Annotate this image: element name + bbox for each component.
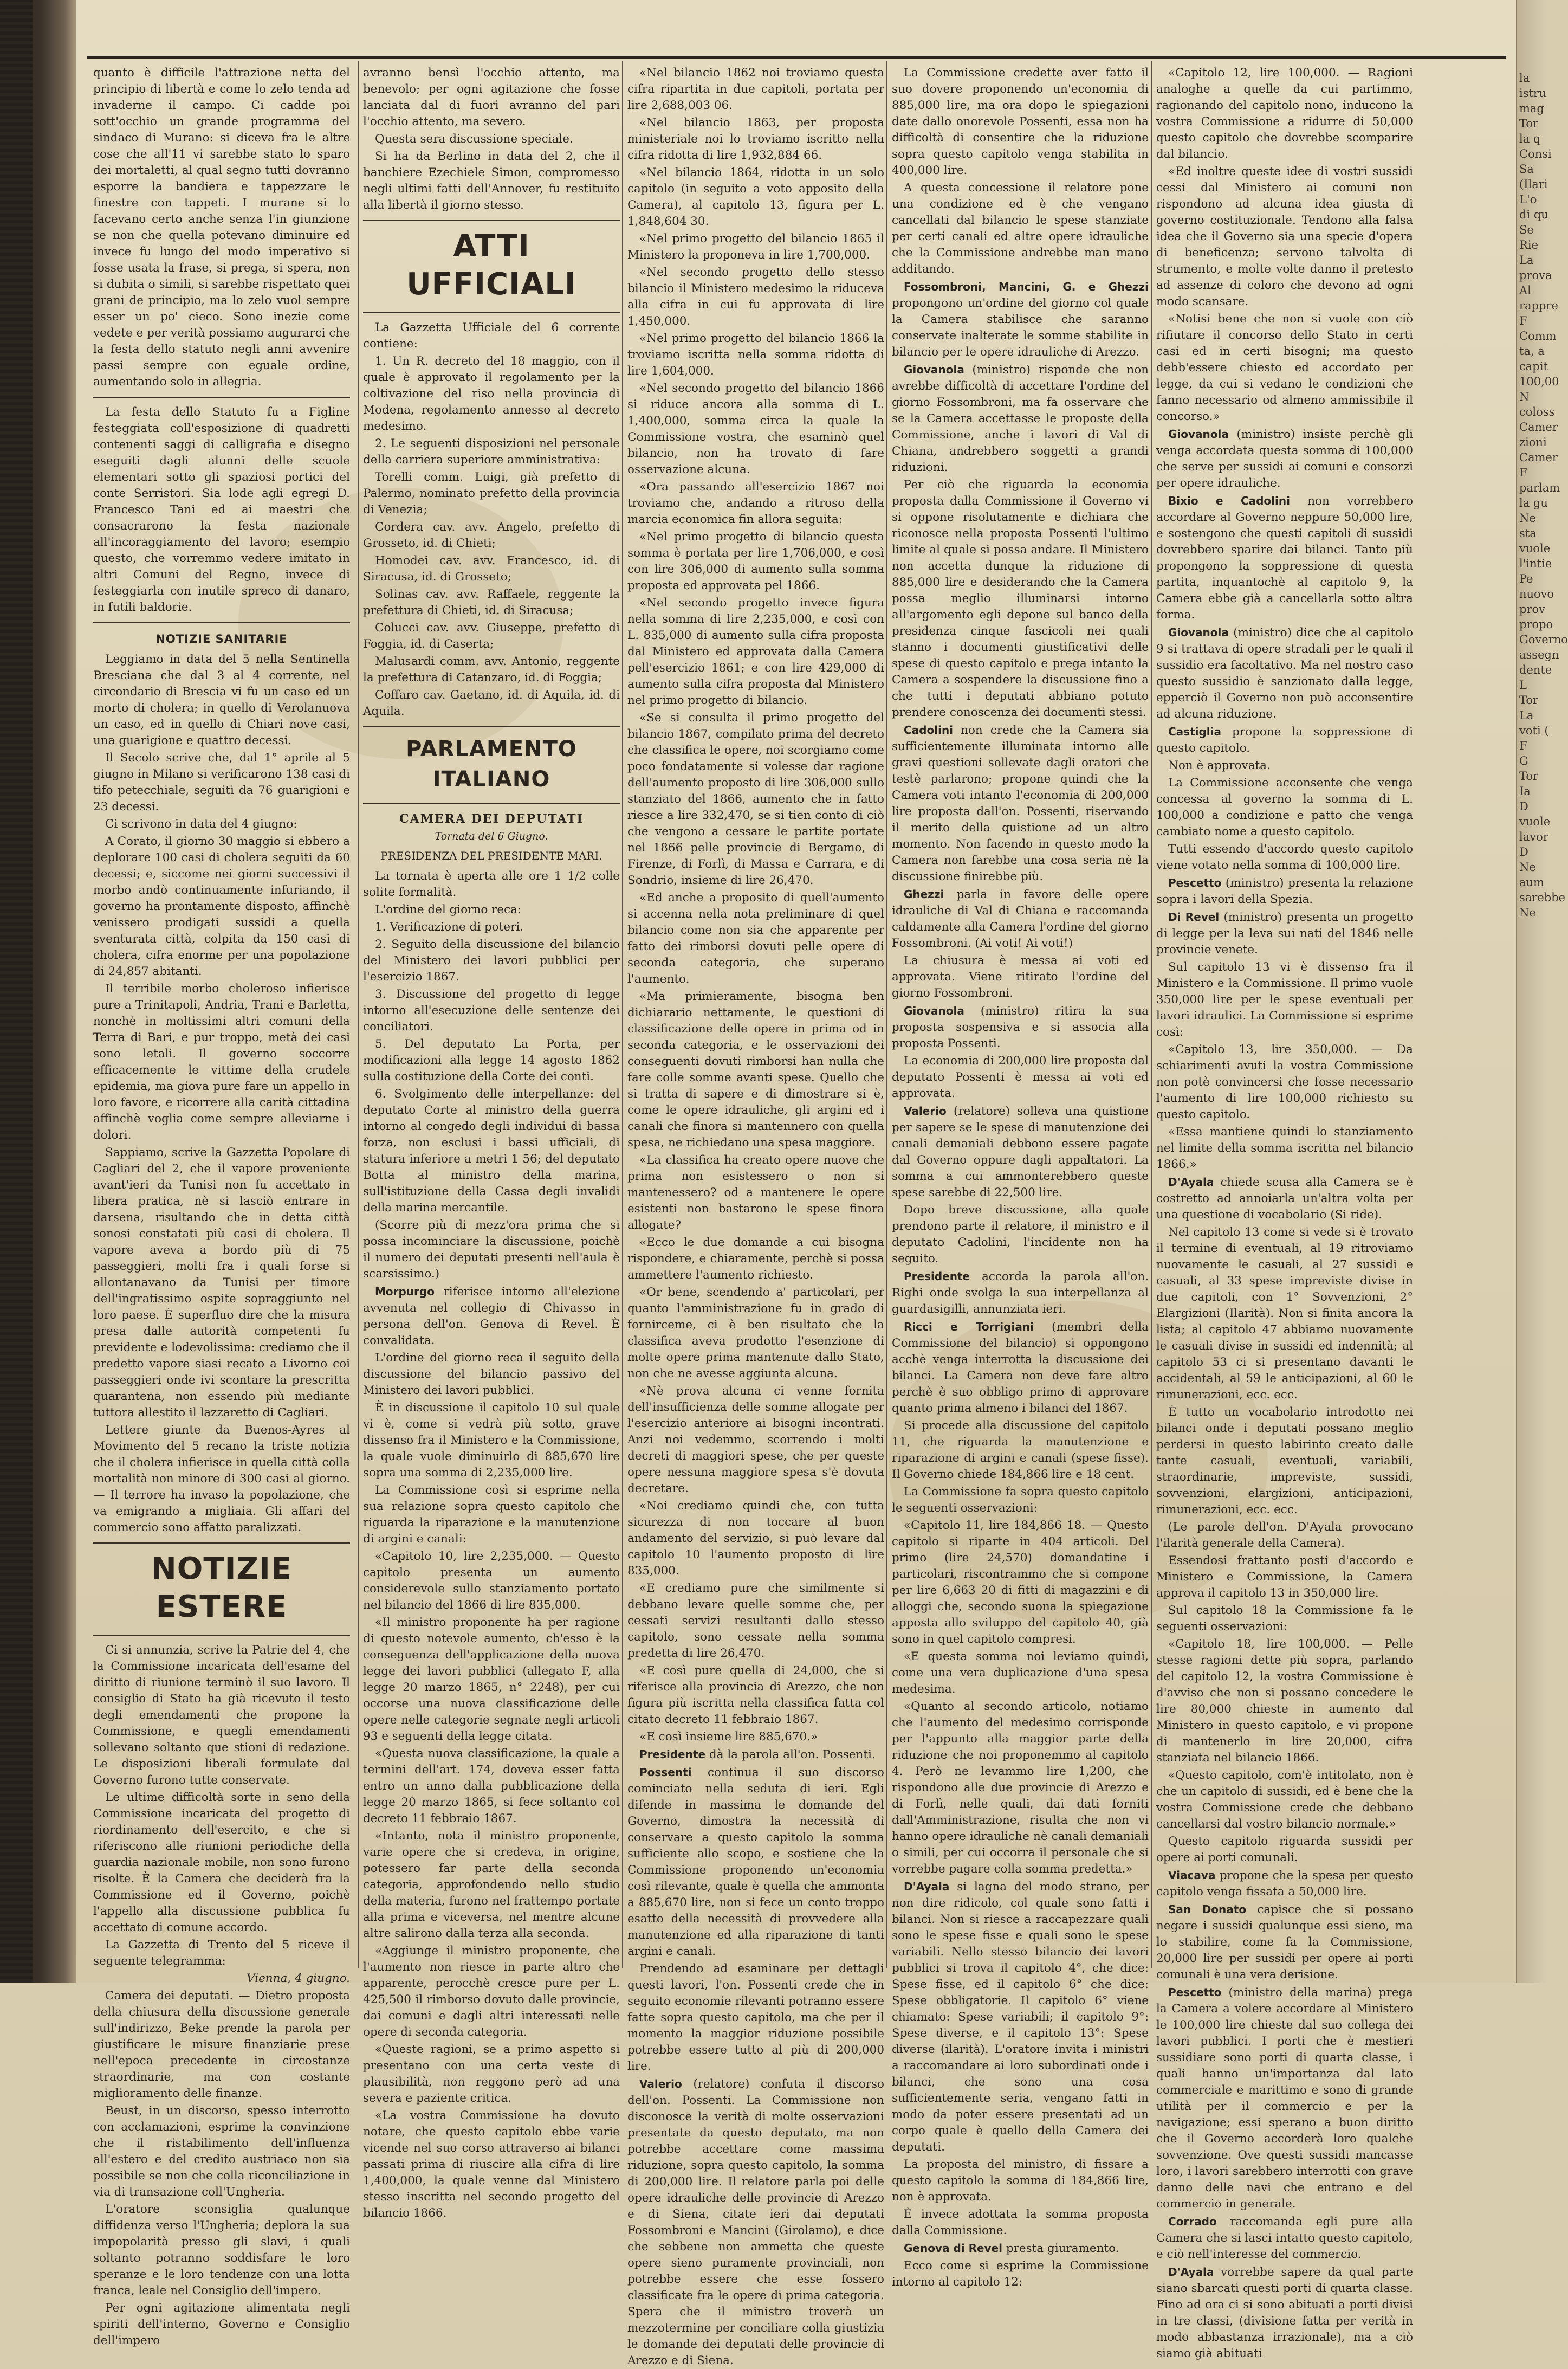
- article-paragraph: (Scorre più di mezz'ora prima che si possa incominciare la discussione, poichè il numero dei deputati presenti nell'aula è scarsissimo.): [363, 1218, 620, 1281]
- speech-text: parla in favore delle opere idrauliche di Val di Chiana e raccomanda caldamente alla Camera l'ordine del giorno Fossombroni. (Ai voti! Ai voti!): [892, 888, 1149, 950]
- session-date: Tornata del 6 Giugno.: [435, 830, 548, 842]
- speaker-name: Giovanola: [1168, 626, 1229, 639]
- section-divider: [363, 312, 620, 313]
- speech-text: raccomanda egli pure alla Camera che si lasci intatto questo capitolo, e ciò nell'interesse del commercio.: [1156, 2215, 1413, 2261]
- article-paragraph: [892, 1003, 1149, 1052]
- adjacent-page-fragment: Ne: [1519, 861, 1536, 874]
- article-paragraph: Si procede alla discussione del capitolo 11, che riguarda la manutenzione e riparazione di argini e canali (spese fisse). Il Governo chiede 184,866 lire e 18 cent.: [892, 1419, 1149, 1481]
- speech-text: (ministro) presenta la relazione sopra i lavori della Spezia.: [1156, 876, 1413, 906]
- adjacent-page-fragment: Ne: [1519, 906, 1536, 919]
- adjacent-page-fragment: lavor: [1519, 830, 1548, 843]
- adjacent-page-fragment: zioni: [1519, 436, 1547, 449]
- article-paragraph: «Ora passando all'esercizio 1867 noi troviamo che, andando a ritroso della marcia economica fin allora seguita:: [627, 480, 884, 526]
- article-paragraph: La chiusura è messa ai voti ed approvata. Viene ritirato l'ordine del giorno Fossombroni.: [892, 954, 1149, 1000]
- section-divider: [93, 1635, 350, 1636]
- adjacent-page-fragment: D: [1519, 800, 1528, 813]
- adjacent-page-edge: [1516, 0, 1568, 1983]
- article-paragraph: Colucci cav. avv. Giuseppe, prefetto di Foggia, id. di Caserta;: [363, 621, 620, 651]
- adjacent-page-fragment: dente: [1519, 663, 1552, 676]
- article-paragraph: [1156, 493, 1413, 623]
- article-paragraph: La Commissione acconsente che venga concessa al governo la somma di L. 100,000 a condizione e patto che venga cambiato nome a questo capitolo.: [1156, 776, 1413, 838]
- article-paragraph: «Or bene, scendendo a' particolari, per quanto l'amministrazione fu in grado di fornirceme, ci è ben risultato che la classifica aveva prodotto l'esenzione di molte opere prima mantenute dallo Stato, non che ne avesse aggiunta alcuna.: [627, 1286, 884, 1380]
- adjacent-page-fragment: voti (: [1519, 724, 1549, 737]
- article-paragraph: «Ed inoltre queste idee di vostri sussidi cessi dal Ministero ai comuni non rispondono ad alcuna idea giusta di governo costituzionale. Tendono alla falsa idea che il Governo sia una specie d'opera di beneficenza; servono talvolta di strumento, e molte volte danno il pretesto ad assenze di coloro che devono ad ogni modo scansare.: [1156, 165, 1413, 308]
- adjacent-page-fragment: la q: [1519, 132, 1541, 145]
- speech-text: chiede scusa alla Camera se è costretto ad annoiarla un'altra volta per una questione di vocabolario (Si ride).: [1156, 1176, 1413, 1222]
- speaker-name: Giovanola: [904, 363, 964, 376]
- article-paragraph: [1156, 2213, 1413, 2263]
- article-paragraph: Cordera cav. avv. Angelo, prefetto di Grosseto, id. di Chieti;: [363, 520, 620, 550]
- article-paragraph: Beust, in un discorso, spesso interrotto con acclamazioni, esprime la convinzione che il ristabilimento dell'influenza all'estero e del credito austriaco non sia possibile se non che colla riconciliazione in via di transazione coll'Ungheria.: [93, 2104, 350, 2199]
- article-paragraph: «Questa nuova classificazione, la quale a termini dell'art. 174, doveva esser fatta entro un anno dalla pubblicazione della legge 20 marzo 1865, si fece soltanto col decreto 11 febbraio 1867.: [363, 1747, 620, 1825]
- article-paragraph: Camera dei deputati. — Dietro proposta della chiusura della discussione generale sull'indirizzo, Beke prende la parola per giustificare le misure finanziarie prese nell'epoca precedente in circostanze straordinarie, ma con costante miglioramento delle finanze.: [93, 1989, 350, 2100]
- adjacent-page-fragment: (Ilari: [1519, 178, 1548, 191]
- speaker-name: Possenti: [639, 1766, 692, 1779]
- article-paragraph: «Il ministro proponente ha per ragione di questo notevole aumento, ch'esso è la conseguenza dell'applicazione della nuova legge dei lavori pubblici (allegato F, alla legge 20 marzo 1865, n° 2248), per cui occorse una nuova classificazione delle opere nelle categorie segnate negli articoli 93 e seguenti della legge citata.: [363, 1616, 620, 1743]
- adjacent-page-fragment: di qu: [1519, 208, 1548, 221]
- article-paragraph: «Se si consulta il primo progetto del bilancio 1867, compilato prima del decreto che classifica le opere, noi scorgiamo come poco fondatamente si volesse dar ragione dell'aumento proposto di lire 306,000 sullo stanziato del 1866, aumento che in fatto riesce a lire 332,470, se si tien conto di ciò che vengono a cessare le partite portate nel 1866 pelle provincie di Bergamo, di Firenze, di Forlì, di Massa e Carrara, e di Sondrio, insieme di lire 26,470.: [627, 711, 884, 887]
- speaker-name: Fossombroni, Mancini, G. e Ghezzi: [904, 280, 1149, 293]
- speaker-name: Morpurgo: [375, 1285, 435, 1298]
- article-paragraph: Questo capitolo riguarda sussidi per opere ai porti comunali.: [1156, 1835, 1413, 1864]
- adjacent-page-fragment: capit: [1519, 360, 1548, 373]
- adjacent-page-fragment: Tor: [1519, 770, 1539, 783]
- article-paragraph: «E crediamo pure che similmente si debbano levare quelle somme che, per cessati servizi resultanti dallo stesso capitolo, sono cessate nella somma predetta di lire 26,470.: [627, 1582, 884, 1660]
- speaker-name: Valerio: [639, 2077, 682, 2090]
- speech-text: propongono un'ordine del giorno col quale la Camera stabilisce che saranno conservate inalterate le somme stabilite in bilancio per le opere idrauliche di Arezzo.: [892, 296, 1149, 359]
- speaker-name: Ricci e Torrigiani: [904, 1320, 1034, 1333]
- article-paragraph: «La classifica ha creato opere nuove che prima non esistessero o non si mantenessero? od a mantenere le opere esistenti non bastarono le spese finora allogate?: [627, 1153, 884, 1232]
- speech-text: propone che la spesa per questo capitolo venga fissata a 50,000 lire.: [1156, 1869, 1413, 1899]
- column-rule: [622, 61, 623, 1968]
- adjacent-page-fragment: prov: [1519, 603, 1545, 616]
- article-paragraph: La tornata è aperta alle ore 1 1/2 colle solite formalità.: [363, 869, 620, 899]
- speaker-name: D'Ayala: [1168, 1176, 1214, 1189]
- speaker-name: Valerio: [904, 1105, 947, 1118]
- article-paragraph: «Nel primo progetto del bilancio 1865 il Ministero la proponeva in lire 1,700,000.: [627, 232, 884, 262]
- article-paragraph: La Gazzetta Ufficiale del 6 corrente contiene:: [363, 321, 620, 351]
- section-divider: [93, 397, 350, 398]
- article-paragraph: L'ordine del giorno reca il seguito della discussione del bilancio passivo del Ministero dei lavori pubblici.: [363, 1351, 620, 1397]
- speaker-name: Di Revel: [1168, 911, 1220, 924]
- article-paragraph: 6. Svolgimento delle interpellanze: del deputato Corte al ministro della guerra intorno al congedo degli individui di bassa forza, non esclusi i bassi ufficiali, di statura inferiore a metri 1 56; del deputato Botta al ministro della marina, sull'istituzione della Cassa degli invalidi della marina mercantile.: [363, 1087, 620, 1215]
- column-rule: [358, 61, 359, 1968]
- article-paragraph: [892, 362, 1149, 476]
- article-paragraph: Coffaro cav. Gaetano, id. di Aquila, id. di Aquila.: [363, 688, 620, 718]
- adjacent-page-fragment: Camer: [1519, 451, 1558, 464]
- article-paragraph: Il Secolo scrive che, dal 1° aprile al 5 giugno in Milano si verificarono 138 casi di tifo petecchiale, seguiti da 76 guarigioni e 23 decessi.: [93, 751, 350, 814]
- adjacent-page-fragment: Tor: [1519, 117, 1539, 130]
- speech-text: accorda la parola all'on. Righi onde svolga la sua interpellanza al guardasigilli, annunziata ieri.: [892, 1270, 1149, 1316]
- speech-text: (ministro) risponde che non avrebbe difficoltà di accettare l'ordine del giorno Fossombroni, ma fa osservare che se la Camera accettasse le proposte della Commissione, anche i lavori di Val di Chiana, andrebbero soggetti a grandi riduzioni.: [892, 363, 1149, 474]
- article-paragraph: «Nel bilancio 1863, per proposta ministeriale noi lo troviamo iscritto nella cifra ridotta di lire 1,932,884 66.: [627, 116, 884, 162]
- adjacent-page-fragment: sarebbe: [1519, 891, 1566, 904]
- article-paragraph: «Nel bilancio 1862 noi troviamo questa cifra ripartita in due capitoli, portata per lire 2,688,003 06.: [627, 66, 884, 112]
- article-paragraph: Il terribile morbo choleroso infierisce pure a Trinitapoli, Andria, Trani e Barletta, nonchè in moltissimi altri comuni della Terra di Bari, e pur troppo, metà dei casi sono letali. Il governo soccorre efficacemente le vittime della crudele epidemia, ma giova pure fare un appello in loro favore, e ricorrere alla carità cittadina affinchè voglia come sempre alleviarne i dolori.: [93, 982, 350, 1142]
- article-paragraph: «Capitolo 18, lire 100,000. — Pelle stesse ragioni dette più sopra, parlando del capitolo 12, la vostra Commissione è d'avviso che non si possano concedere le lire 80,000 chieste in aumento dal Ministero in questo capitolo, e vi propone di mantenerlo in lire 20,000, cifra stanziata nel bilancio 1866.: [1156, 1637, 1413, 1765]
- adjacent-page-fragment: aum: [1519, 876, 1544, 889]
- article-paragraph: La Commissione credette aver fatto il suo dovere proponendo un'economia di 885,000 lire, ma ora dopo le spiegazioni date dallo onorevole Possenti, essa non ha difficoltà di consentire che la riduzione sopra questo capitolo venga stabilita in 400,000 lire.: [892, 66, 1149, 177]
- article-paragraph: [1156, 909, 1413, 958]
- article-paragraph: Solinas cav. avv. Raffaele, reggente la prefettura di Chieti, id. di Siracusa;: [363, 588, 620, 617]
- adjacent-page-fragment: ta, a: [1519, 345, 1545, 358]
- article-paragraph: [892, 1879, 1149, 2155]
- adjacent-page-fragment: vuole: [1519, 542, 1551, 555]
- speaker-name: Giovanola: [904, 1004, 964, 1017]
- article-paragraph: «E questa somma noi leviamo quindi, come una vera duplicazione d'una spesa medesima.: [892, 1650, 1149, 1696]
- article-paragraph: «Nel secondo progetto dello stesso bilancio il Ministero medesimo la riduceva alla cifra in cui fu approvata di lire 1,450,000.: [627, 266, 884, 328]
- article-paragraph: [892, 722, 1149, 885]
- article-paragraph: [1156, 875, 1413, 908]
- article-paragraph: È invece adottata la somma proposta dalla Commissione.: [892, 2207, 1149, 2237]
- speech-text: (relatore) solleva una quistione per sapere se le spese di manutenzione dei canali demaniali debbono essere pagate dal Governo oppure dagli appaltatori. La somma a cui ammonterebbero queste spese sarebbe di 22,500 lire.: [892, 1105, 1149, 1199]
- adjacent-page-fragment: Tor: [1519, 694, 1539, 707]
- article-paragraph: [892, 1268, 1149, 1318]
- adjacent-page-fragment: rappre: [1519, 299, 1558, 312]
- section-divider: [93, 622, 350, 623]
- article-paragraph: avranno bensì l'occhio attento, ma benevolo; per ogni agitazione che fosse lanciata dal di fuori avranno del pari l'occhio attento, ma severo.: [363, 66, 620, 128]
- article-paragraph: [892, 886, 1149, 952]
- article-paragraph: «Ed anche a proposito di quell'aumento si accenna nella nota preliminare di quel bilancio come non sia che apparente per fatto dei rimborsi dovuti pelle opere di seconda categoria, che superano l'aumento.: [627, 891, 884, 986]
- section-divider: [363, 726, 620, 727]
- adjacent-page-fragment: sta: [1519, 527, 1537, 540]
- speech-text: (ministro) insiste perchè gli venga accordata questa somma di 100,000 che serve per sussidi ai comuni e consorzi per opere idrauliche.: [1156, 428, 1413, 490]
- adjacent-page-fragment: Governo: [1519, 633, 1568, 646]
- article-paragraph: «Notisi bene che non si vuole con ciò rifiutare il concorso dello Stato in certi casi ed in certi bisogni; ma questo debb'essere chiesto ed accordato per legge, da cui si vedano le condizioni che fanno necessario od almeno ammissibile il concorso.»: [1156, 312, 1413, 423]
- chamber-heading: CAMERA DEI DEPUTATI: [399, 812, 584, 826]
- article-paragraph: Malusardi comm. avv. Antonio, reggente la prefettura di Catanzaro, id. di Foggia;: [363, 655, 620, 685]
- article-paragraph: «Ecco le due domande a cui bisogna rispondere, e chiaramente, perchè si possa ammettere l'aumento richiesto.: [627, 1236, 884, 1282]
- speaker-name: Viacava: [1168, 1869, 1216, 1882]
- section-divider: [363, 803, 620, 804]
- article-paragraph: Prendendo ad esaminare per dettagli questi lavori, l'on. Possenti crede che in seguito economie rilevanti potranno essere fatte sopra questo capitolo, ma che per il momento la maggior riduzione possibile potrebbe essere tutto al più di 200,000 lire.: [627, 1962, 884, 2073]
- section-divider: [363, 220, 620, 221]
- adjacent-page-fragment: Ne: [1519, 512, 1536, 525]
- adjacent-page-fragment: parlam: [1519, 481, 1560, 494]
- speaker-name: D'Ayala: [1168, 2265, 1214, 2278]
- article-paragraph: Ecco come si esprime la Commissione intorno al capitolo 12:: [892, 2259, 1149, 2289]
- article-paragraph: La economia di 200,000 lire proposta dal deputato Possenti è messa ai voti ed approvata.: [892, 1054, 1149, 1100]
- speaker-name: Bixio e Cadolini: [1168, 494, 1290, 507]
- speaker-name: Pescetto: [1168, 1986, 1222, 1999]
- column-rule: [1151, 61, 1152, 1968]
- adjacent-page-fragment: istru: [1519, 87, 1546, 100]
- article-paragraph: 2. Seguito della discussione del bilancio del Ministero dei lavori pubblici per l'esercizio 1867.: [363, 938, 620, 984]
- speech-text: capisce che si possano negare i sussidi qualunque essi sieno, ma lo stabilire, come fa la Commissione, 20,000 lire per sussidi per opere ai porti comunali è una vera derisione.: [1156, 1903, 1413, 1981]
- article-paragraph: La Gazzetta di Trento del 5 riceve il seguente telegramma:: [93, 1938, 350, 1968]
- adjacent-page-fragment: N: [1519, 390, 1530, 403]
- article-paragraph: È in discussione il capitolo 10 sul quale vi è, come si vedrà più sotto, grave dissenso fra il Ministero e la Commissione, la quale vuole diminuirlo di 885,670 lire sopra una somma di 2,235,000 lire.: [363, 1401, 620, 1480]
- adjacent-page-fragment: nuovo: [1519, 588, 1554, 601]
- adjacent-page-fragment: vuole: [1519, 815, 1551, 828]
- article-paragraph: Ci si annunzia, scrive la Patrie del 4, che la Commissione incaricata dell'esame del diritto di riunione terminò il suo lavoro. Il consiglio di Stato ha già ricevuto il testo degli emendamenti che propone la Commissione, e quegli emendamenti sollevano soltanto que stioni di redazione. Le disposizioni liberali formulate dal Governo furono tutte conservate.: [93, 1643, 350, 1787]
- article-paragraph: «Nel primo progetto del bilancio 1866 la troviamo iscritta nella somma ridotta di lire 1,604,000.: [627, 332, 884, 378]
- article-paragraph: «Aggiunge il ministro proponente, che l'aumento non riesce in parte altro che apparente, perocchè cresce pure per L. 425,500 il rimborso dovuto dalle provincie, dai comuni e dagli altri interessati nelle opere di seconda categoria.: [363, 1944, 620, 2039]
- article-paragraph: A Corato, il giorno 30 maggio si ebbero a deplorare 100 casi di cholera seguiti da 60 decessi; e, siccome nei giorni successivi il morbo andò continuamente infuriando, il governo ha prontamente disposto, affinchè venissero prodigati sussidi a quella sventurata città, colpita da 150 casi di cholera, cifra enorme per una popolazione di 24,857 abitanti.: [93, 835, 350, 978]
- article-paragraph: [627, 2076, 884, 2369]
- article-paragraph: Tutti essendo d'accordo questo capitolo viene votato nella somma di 100,000 lire.: [1156, 842, 1413, 872]
- adjacent-page-fragment: Pe: [1519, 572, 1533, 585]
- article-paragraph: È tutto un vocabolario introdotto nei bilanci onde i deputati possano meglio perdersi in questo labirinto creato dalle tante casuali, eventuali, variabili, straordinarie, impreviste, sussidi, sovvenzioni, elargizioni, anticipazioni, rimunerazioni, ecc. ecc.: [1156, 1405, 1413, 1516]
- speaker-name: Castiglia: [1168, 725, 1222, 738]
- section-divider: [93, 1542, 350, 1544]
- article-paragraph: quanto è difficile l'attrazione netta del principio di libertà e come lo zelo tenda ad invaderne il campo. Ci cadde poi sott'occhio un grande programma del sindaco di Murano: si diceva fra le altre cose che all'11 vi sarebbe stato lo sparo dei mortaletti, al qual segno tutti dovranno esporre la bandiera e tappezzare le finestre con tappeti. I murane si lo facevano certo anche senza l'in giunzione se non che quella potevano diminuire ed invece fu lungo del modo imperativo si fosse usata la frase, si prega, si spera, non si dubita o simili, si sarebbe rispettato quei grani de principio, ma lo zelo vuol sempre esser un po' cieco. Sono inezie come vedete e per verità possiamo augurarci che la festa dello statuto negli anni avvenire passi sempre con eguale ordine, aumentando solo in allegria.: [93, 66, 350, 389]
- article-paragraph: «Nel secondo progetto invece figura nella somma di lire 2,235,000, e così con L. 835,000 di aumento sulla cifra proposta dal Ministero ed approvata dalla Camera pell'esercizio 1861; e con lire 429,000 di aumento sulla cifra proposta dal Ministero nel primo progetto di bilancio.: [627, 596, 884, 707]
- speech-text: vorrebbe sapere da qual parte siano sbarcati questi porti di quarta classe. Fino ad ora ci si sono abituati a porti divisi in tre classi, (divisione fatta per verità in modo abbastanza irrazionale), ma a ciò siamo già abituati: [1156, 2265, 1413, 2360]
- speech-text: (ministro) ritira la sua proposta sospensiva e si associa alla proposta Possenti.: [892, 1004, 1149, 1050]
- article-paragraph: Le ultime difficoltà sorte in seno della Commissione incaricata del progetto di riordinamento dell'esercito, e che si riferiscono alle riunioni periodiche della guardia nazionale mobile, non sono furono risolte. È la Camera che deciderà fra la Commissione ed il Governo, poichè l'appello alla discussione pubblica fu accettato di comune accordo.: [93, 1791, 350, 1934]
- article-paragraph: «Questo capitolo, com'è intitolato, non è che un capitolo di sussidi, ed è bene che la vostra Commissione crede che debbano cancellarsi dal vostro bilancio normale.»: [1156, 1768, 1413, 1831]
- article-paragraph: L'ordine del giorno reca:: [375, 903, 522, 916]
- speaker-name: San Donato: [1168, 1903, 1247, 1916]
- article-paragraph: 5. Del deputato La Porta, per modificazioni alla legge 14 agosto 1862 sulla costituzione della Corte dei conti.: [363, 1037, 620, 1083]
- adjacent-page-fragment: coloss: [1519, 405, 1555, 418]
- adjacent-page-fragment: La: [1519, 254, 1534, 267]
- article-paragraph: Torelli comm. Luigi, già prefetto di Palermo, nominato prefetto della provincia di Venezia;: [363, 470, 620, 517]
- binding-cloth: [0, 0, 33, 1983]
- speech-text: non vorrebbero accordare al Governo neppure 50,000 lire, e sostengono che questi capitoli di sussidi dovrebbero sparire dai bilanci. Tanto più propongono la soppressione di questa partita, inquantochè al capitolo 9, la Camera ebbe già a cancellarla sotto altra forma.: [1156, 494, 1413, 622]
- article-paragraph: Per ogni agitazione alimentata negli spiriti dell'interno, Governo e Consiglio dell'impero: [93, 2301, 350, 2347]
- article-paragraph: «Nè prova alcuna ci venne fornita dell'insufficienza delle somme allogate per l'esercizio anteriore ai bisogni incontrati. Anzi noi vedemmo, scorrendo i molti decreti di maggiori spese, che per queste opere nessuna maggiore spesa s'è dovuta decretare.: [627, 1384, 884, 1495]
- article-paragraph: «Nel bilancio 1864, ridotta in un solo capitolo (in seguito a voto apposito della Camera), al capitolo 13, figura per L. 1,848,604 30.: [627, 166, 884, 228]
- adjacent-page-fragment: Al: [1519, 284, 1531, 297]
- adjacent-page-fragment: F: [1519, 314, 1527, 327]
- adjacent-page-fragment: mag: [1519, 102, 1544, 115]
- article-paragraph: «E così pure quella di 24,000, che si riferisce alla provincia di Arezzo, che non figura più iscritta nella classifica fatta col citato decreto 11 febbraio 1867.: [627, 1664, 884, 1726]
- article-paragraph: [1156, 1901, 1413, 1983]
- section-heading-estere: NOTIZIE ESTERE: [151, 1551, 293, 1624]
- adjacent-page-fragment: D: [1519, 845, 1528, 858]
- article-paragraph: La Commissione fa sopra questo capitolo le seguenti osservazioni:: [892, 1485, 1149, 1515]
- speech-text: dà la parola all'on. Possenti.: [705, 1748, 876, 1761]
- article-paragraph: La proposta del ministro, di fissare a questo capitolo la somma di 184,866 lire, non è approvata.: [892, 2158, 1149, 2204]
- column-rule: [886, 61, 887, 1968]
- article-paragraph: A questa concessione il relatore pone una condizione ed è che vengano cancellati dal bilancio le spese stanziate per certi canali ed altre opere idrauliche che la Commissione andrebbe man mano additando.: [892, 181, 1149, 276]
- article-paragraph: «Ma primieramente, bisogna ben dichiarario nettamente, le questioni di classificazione delle opere in prima od in seconda categoria, e le osservazioni dei conseguenti dovuti rimborsi han nulla che fare colle somme avanti spese. Quello che si tratta di sapere e di dimostrare si è, come le opere idrauliche, gli argini ed i canali che finora si mantennero con quella spesa, ne richiedano una spesa maggiore.: [627, 990, 884, 1150]
- column-3: [627, 65, 884, 2367]
- adjacent-page-fragment: Comm: [1519, 330, 1557, 343]
- speech-text: (membri della Commissione del bilancio) si oppongono acchè venga interrotta la discussione dei bilanci. La Camera non deve fare altro perchè è suo obbligo primo di approvare quanto prima almeno i bilanci del 1867.: [892, 1320, 1149, 1415]
- adjacent-page-fragment: L: [1519, 679, 1527, 692]
- adjacent-page-fragment: F: [1519, 739, 1527, 752]
- article-paragraph: «Queste ragioni, se a primo aspetto si presentano con una certa veste di plausibilità, non reggono però ad una severa e paziente critica.: [363, 2043, 620, 2105]
- article-paragraph: La festa dello Statuto fu a Figline festeggiata coll'esposizione di quadretti contenenti saggi di calligrafia e disegno eseguiti dagli alunni delle scuole elementari sotto gli spaziosi portici del conte Serristori. Sia lode agli egregi D. Francesco Tani ed ai maestri che consacrarono la festa nazionale all'incoraggiamento del lavoro; esempio questo, che vorremmo vedere imitato in altri Comuni del Regno, invece di festeggiarla con inutile spreco di danaro, in futili baldorie.: [93, 405, 350, 614]
- article-paragraph: Non è approvata.: [1168, 759, 1271, 772]
- adjacent-page-fragment: Se: [1519, 223, 1534, 236]
- article-paragraph: Leggiamo in data del 5 nella Sentinella Bresciana che dal 3 al 4 corrente, nel circondario di Brescia vi fu un caso ed un morto di cholera; in quello di Verolanuova un caso, ed in quello di Chiari nove casi, una guarigione e quattro decessi.: [93, 653, 350, 747]
- speech-text: (ministro della marina) prega la Camera a volere accordare al Ministero le 100,000 lire chieste dal suo collega dei lavori pubblici. I porti che è mestieri sussidiare sono porti di quarta classe, i quali hanno un'importanza dal lato commerciale e marittimo e sono di grande utilità per il commercio e per la navigazione; essi sperano a buon diritto che il Governo accorderà loro qualche sovvenzione. Ove questi sussidi mancasse loro, i lavori sarebbero interrotti con grave danno delle navi che entrano e del commercio in generale.: [1156, 1986, 1413, 2211]
- article-paragraph: Sappiamo, scrive la Gazzetta Popolare di Cagliari del 2, che il vapore proveniente avant'ieri da Tunisi non fu accettato in libera pratica, nè si lasciò entrare in darsena, risultando che in detta città sonosi constatati più casi di cholera. Il vapore aveva a bordo più di 75 passeggieri, molti fra i quali forse si allontanavano da Tunisi per timore dell'ingratissimo ospite sopraggiunto nel loro paese. È superfluo dire che la misura presa dalle autorità competenti fu previdente e lodevolissima: crediamo che il predetto vapore siasi recato a Livorno coi passeggieri onde ivi scontare la prescritta quarantena, non essendo più mediante tuttora allestito il lazzaretto di Cagliari.: [93, 1146, 350, 1419]
- article-paragraph: «Capitolo 12, lire 100,000. — Ragioni analoghe a quelle da cui partimmo, ragionando del capitolo nono, inducono la vostra Commissione a ridurre di 50,000 questo capitolo che dovrebbe scomparire dal bilancio.: [1156, 66, 1413, 161]
- article-paragraph: Ci scrivono in data del 4 giugno:: [105, 817, 297, 831]
- speaker-name: Pescetto: [1168, 876, 1222, 889]
- speaker-name: D'Ayala: [904, 1880, 950, 1893]
- article-paragraph: «Nel secondo progetto del bilancio 1866 si riduce ancora alla somma di L. 1,400,000, somma circa la quale la Commissione vostra, che esaminò quel bilancio, non ha trovato di fare osservazione alcuna.: [627, 382, 884, 476]
- speech-text: (ministro) presenta un progetto di legge per la leva sui nati del 1846 nelle provincie venete.: [1156, 911, 1413, 957]
- adjacent-page-fragment: Consi: [1519, 147, 1552, 160]
- article-paragraph: [1156, 1984, 1413, 2212]
- article-paragraph: Questa sera discussione speciale.: [375, 132, 573, 146]
- speech-text: presta giuramento.: [1002, 2242, 1119, 2255]
- article-paragraph: «Essa mantiene quindi lo stanziamento nel limite della somma iscritta nel bilancio 1866.»: [1156, 1125, 1413, 1171]
- adjacent-page-fragment: Ia: [1519, 785, 1531, 798]
- article-paragraph: [1156, 724, 1413, 757]
- speech-text: (relatore) confuta il discorso dell'on. Possenti. La Commissione non disconosce la verità di molte osservazioni presentate da questo deputato, ma non potrebbe accettare come massima riduzione, sopra questo capitolo, la somma di 200,000 lire. Il relatore parla poi delle opere idrauliche delle provincie di Arezzo e di Siena, citate ieri dai deputati Fossombroni e Mancini (Girolamo), e dice che sebbene non ammetta che queste opere sieno puramente provinciali, non potrebbe essere che esse fossero classificate fra le opere di prima categoria. Spera che il ministro troverà un mezzotermine per conciliare colla giustizia le domande dei deputati delle provincie di Arezzo e di Siena.: [627, 2077, 884, 2367]
- section-heading-sanitarie: NOTIZIE SANITARIE: [155, 632, 288, 645]
- speech-text: riferisce intorno all'elezione avvenuta nel collegio di Chivasso in persona dell'on. Genova di Revel. È convalidata.: [363, 1285, 620, 1347]
- adjacent-page-fragment: Rie: [1519, 238, 1538, 251]
- article-paragraph: [1156, 2264, 1413, 2362]
- article-paragraph: [1156, 1174, 1413, 1223]
- article-paragraph: Essendosi frattanto posti d'accordo e Ministero e Commissione, la Camera approva il capitolo 13 in 350,000 lire.: [1156, 1554, 1413, 1600]
- adjacent-page-fragment: G: [1519, 754, 1528, 767]
- article-paragraph: [1156, 1867, 1413, 1900]
- article-paragraph: Lettere giunte da Buenos-Ayres al Movimento del 5 recano la triste notizia che il cholera infierisce in quella città colla mortalità non minore di 300 casi al giorno. — Il terrore ha invaso la popolazione, che va emigrando a migliaia. Gli affari del commercio sono affatto paralizzati.: [93, 1423, 350, 1534]
- speech-text: (ministro) dice che al capitolo 9 si trattava di opere stradali per le quali il sussidio era facoltativo. Ma nel nostro caso questo sussidio è sanzionato dalla legge, epperciò il Governo non può acconsentire ad alcuna riduzione.: [1156, 626, 1413, 721]
- speech-text: continua il suo discorso cominciato nella seduta di ieri. Egli difende in massima le domande del Governo, dimostra la necessità di conservare a questo capitolo la somma sufficiente allo scopo, e sostiene che la Commissione proponendo un'economia così rilevante, quale è quella che ammonta a 885,670 lire, non si fece un conto troppo esatto della necessità di provvedere alla manutenzione ed alla riparazione di tanti argini e canali.: [627, 1766, 884, 1958]
- article-paragraph: [1156, 426, 1413, 492]
- speaker-name: Giovanola: [1168, 428, 1229, 441]
- adjacent-page-fragment: l'intie: [1519, 557, 1552, 570]
- article-paragraph: Dopo breve discussione, alla quale prendono parte il relatore, il ministro e il deputato Cadolini, l'incidente non ha seguito.: [892, 1203, 1149, 1266]
- section-heading-atti-ufficiali: ATTI UFFICIALI: [406, 229, 576, 302]
- column-1: [93, 65, 350, 2347]
- article-paragraph: Sul capitolo 13 vi è dissenso fra il Ministero e la Commissione. Il primo vuole 350,000 lire per le spese eventuali per lavori idraulici. La Commissione si esprime così:: [1156, 960, 1413, 1039]
- article-paragraph: «Noi crediamo quindi che, con tutta sicurezza di non toccare al buon andamento del servizio, si può levare dal capitolo 10 l'aumento proposto di lire 835,000.: [627, 1499, 884, 1578]
- article-paragraph: 1. Verificazione di poteri.: [375, 920, 524, 934]
- adjacent-page-fragment: Camer: [1519, 421, 1558, 434]
- article-paragraph: 3. Discussione del progetto di legge intorno all'esecuzione delle sentenze dei conciliatori.: [363, 987, 620, 1034]
- article-paragraph: «Capitolo 11, lire 184,866 18. — Questo capitolo si riparte in 404 articoli. Del primo (lire 24,570) domandatine i particolari, riscontrammo che si compone per lire 6,663 20 di fitti di magazzini e di alloggi che, secondo suona la spiegazione apposta allo sviluppo del capitolo 40, già sono in quel capitolo compresi.: [892, 1519, 1149, 1646]
- article-paragraph: Nel capitolo 13 come si vede si è trovato il termine di eventuali, al 19 ritroviamo nuovamente le casuali, al 27 sussidi e casuali, al 33 spese impreviste divise in due capitoli, con 1° Sovvenzioni, 2° Elargizioni (Ilarità). Non si finita ancora la lista; al capitolo 47 abbiamo nuovamente le casuali divise in sussidi ed indennità; al capitolo 53 ci si presentano davanti le accidentali, al 59 le anticipazioni, al 60 le rimunerazioni, ecc. ecc.: [1156, 1225, 1413, 1402]
- article-paragraph: «Intanto, nota il ministro proponente, varie opere che si credeva, in origine, potessero far parte della seconda categoria, approfondendo nello studio della materia, furono nel frattempo portate alla prima e viceversa, nel mentre alcune altre salirono dalla terza alla seconda.: [363, 1829, 620, 1940]
- speaker-name: Genova di Revel: [904, 2242, 1003, 2255]
- speech-text: non crede che la Camera sia sufficientemente illuminata intorno alle gravi questioni sollevate dagli oratori che testè parlarono; propone quindi che la Camera voti intanto l'economia di 200,000 lire proposta dall'on. Possenti, riservando il merito della quistione ad un altro momento. Non facendo in questo modo la Camera non farebbe una cosa seria nè la discussione finirebbe più.: [892, 724, 1149, 883]
- article-paragraph: La Commissione così si esprime nella sua relazione sopra questo capitolo che riguarda la riparazione e la manutenzione di argini e canali:: [363, 1483, 620, 1546]
- speech-text: propone la soppressione di questo capitolo.: [1156, 725, 1413, 755]
- adjacent-page-fragment: 100,00: [1519, 375, 1559, 388]
- section-heading-parlamento: PARLAMENTO ITALIANO: [406, 737, 577, 792]
- presidency-line: PRESIDENZA DEL PRESIDENTE MARI.: [380, 849, 602, 862]
- article-paragraph: «E così insieme lire 885,670.»: [639, 1730, 818, 1744]
- column-2: [363, 65, 620, 2220]
- article-paragraph: Sul capitolo 18 la Commissione fa le seguenti osservazioni:: [1156, 1604, 1413, 1634]
- article-paragraph: 1. Un R. decreto del 18 maggio, con il quale è approvato il regolamento per la coltivazione del riso nella provincia di Modena, regolamento annesso al decreto medesimo.: [363, 354, 620, 433]
- adjacent-page-fragment: La: [1519, 709, 1534, 722]
- speaker-name: Ghezzi: [904, 888, 944, 901]
- column-5: [1156, 65, 1413, 2360]
- article-paragraph: «Capitolo 10, lire 2,235,000. — Questo capitolo presenta un aumento considerevole sullo stanziamento portato nel bilancio del 1866 di lire 835,000.: [363, 1550, 620, 1612]
- speaker-name: Presidente: [639, 1748, 706, 1761]
- article-paragraph: [892, 1319, 1149, 1417]
- adjacent-page-fragment: assegn: [1519, 648, 1559, 661]
- adjacent-page-fragment: la: [1519, 72, 1530, 85]
- article-paragraph: [627, 1764, 884, 1960]
- article-paragraph: [892, 2240, 1149, 2257]
- article-paragraph: «Quanto al secondo articolo, notiamo che l'aumento del medesimo corrisponde per l'appunto alla maggior parte della riduzione che noi proponemmo al capitolo 4. Però ne levammo lire 1,200, che rispondono alle due provincie di Arezzo e di Forlì, nelle quali, dai dati forniti dall'Amministrazione, risulta che non vi hanno opere idrauliche nè canali demaniali o simili, per cui occorra il personale che si vorrebbe pagare colla somma predetta.»: [892, 1700, 1149, 1876]
- column-4: [892, 65, 1149, 2289]
- article-paragraph: [892, 1103, 1149, 1201]
- adjacent-page-fragments: [1517, 0, 1568, 920]
- article-paragraph: Per ciò che riguarda la economia proposta dalla Commissione il Governo vi si oppone risolutamente e dichiara che riconosce nella proposta Possenti l'ultimo limite al quale si possa andare. Il Ministero non accetta dunque la riduzione di 885,000 lire e desiderando che la Camera possa meglio illuminarsi intorno all'argomento egli depone sul banco della presidenza cinque fascicoli nei quali stanno i documenti giustificativi delle spese di questo capitolo e prega intanto la Camera a sospendere la discussione fino a che tutti i deputati abbiano potuto prendere conoscenza dei documenti stessi.: [892, 478, 1149, 719]
- header-rule: [87, 56, 1506, 59]
- speech-text: si lagna del modo strano, per non dire ridicolo, col quale sono fatti i bilanci. Non si riesce a raccapezzare quali sono le spese fisse e quali sono le spese variabili. Nello stesso bilancio dei lavori pubblici si trova il capitolo 4°, che dice: Spese fisse, ed il capitolo 6° che dice: Spese obbligatorie. Il capitolo 6° viene chiamato: Spese variabili; il capitolo 9°: Spese diverse, e il capitolo 13°: Spese diverse (ilarità). L'oratore invita i ministri a raccomandare ai loro subordinati onde i bilanci, che sono una cosa sufficientemente seria, vengano fatti in modo da poter essere presentati ad un corpo quale è quello della Camera dei deputati.: [892, 1880, 1149, 2154]
- adjacent-page-fragment: F: [1519, 466, 1527, 479]
- speaker-name: Corrado: [1168, 2215, 1217, 2228]
- article-paragraph: «Nel primo progetto di bilancio questa somma è portata per lire 1,706,000, e così con lire 306,000 di aumento sulla somma proposta ed approvata pel 1866.: [627, 530, 884, 592]
- article-paragraph: «Capitolo 13, lire 350,000. — Da schiarimenti avuti la vostra Commissione non potè convincersi che fosse necessario l'aumento di lire 100,000 richiesto su questo capitolo.: [1156, 1043, 1413, 1121]
- article-paragraph: [627, 1746, 884, 1763]
- article-paragraph: [363, 1283, 620, 1349]
- article-paragraph: 2. Le seguenti disposizioni nel personale della carriera superiore amministrativa:: [363, 437, 620, 467]
- article-paragraph: Si ha da Berlino in data del 2, che il banchiere Ezechiele Simon, compromesso negli ultimi fatti dell'Annover, fu restituito alla libertà il giorno stesso.: [363, 150, 620, 212]
- adjacent-page-fragment: propo: [1519, 618, 1553, 631]
- adjacent-page-fragment: L'o: [1519, 193, 1537, 206]
- speaker-name: Cadolini: [904, 724, 954, 737]
- adjacent-page-fragment: Sa: [1519, 163, 1534, 176]
- adjacent-page-fragment: la gu: [1519, 496, 1548, 509]
- article-paragraph: [1156, 624, 1413, 722]
- dateline: Vienna, 4 giugno.: [247, 1972, 350, 1985]
- article-paragraph: L'oratore sconsiglia qualunque diffidenza verso l'Ungheria; deplora la sua impopolarità presso gli slavi, i quali soltanto potranno soddisfare le loro speranze e le loro tendenze con una lotta franca, leale nel Consiglio dell'impero.: [93, 2203, 350, 2297]
- article-paragraph: «La vostra Commissione ha dovuto notare, che questo capitolo ebbe varie vicende nel suo corso attraverso ai bilanci passati prima di riuscire alla cifra di lire 1,400,000, la quale venne dal Ministero stesso inscritta nel secondo progetto del bilancio 1866.: [363, 2109, 620, 2220]
- article-paragraph: (Le parole dell'on. D'Ayala provocano l'ilarità generale della Camera).: [1156, 1520, 1413, 1550]
- article-paragraph: [892, 279, 1149, 360]
- article-paragraph: Homodei cav. avv. Francesco, id. di Siracusa, id. di Grosseto;: [363, 554, 620, 584]
- speaker-name: Presidente: [904, 1270, 970, 1283]
- adjacent-page-fragment: prova: [1519, 269, 1552, 282]
